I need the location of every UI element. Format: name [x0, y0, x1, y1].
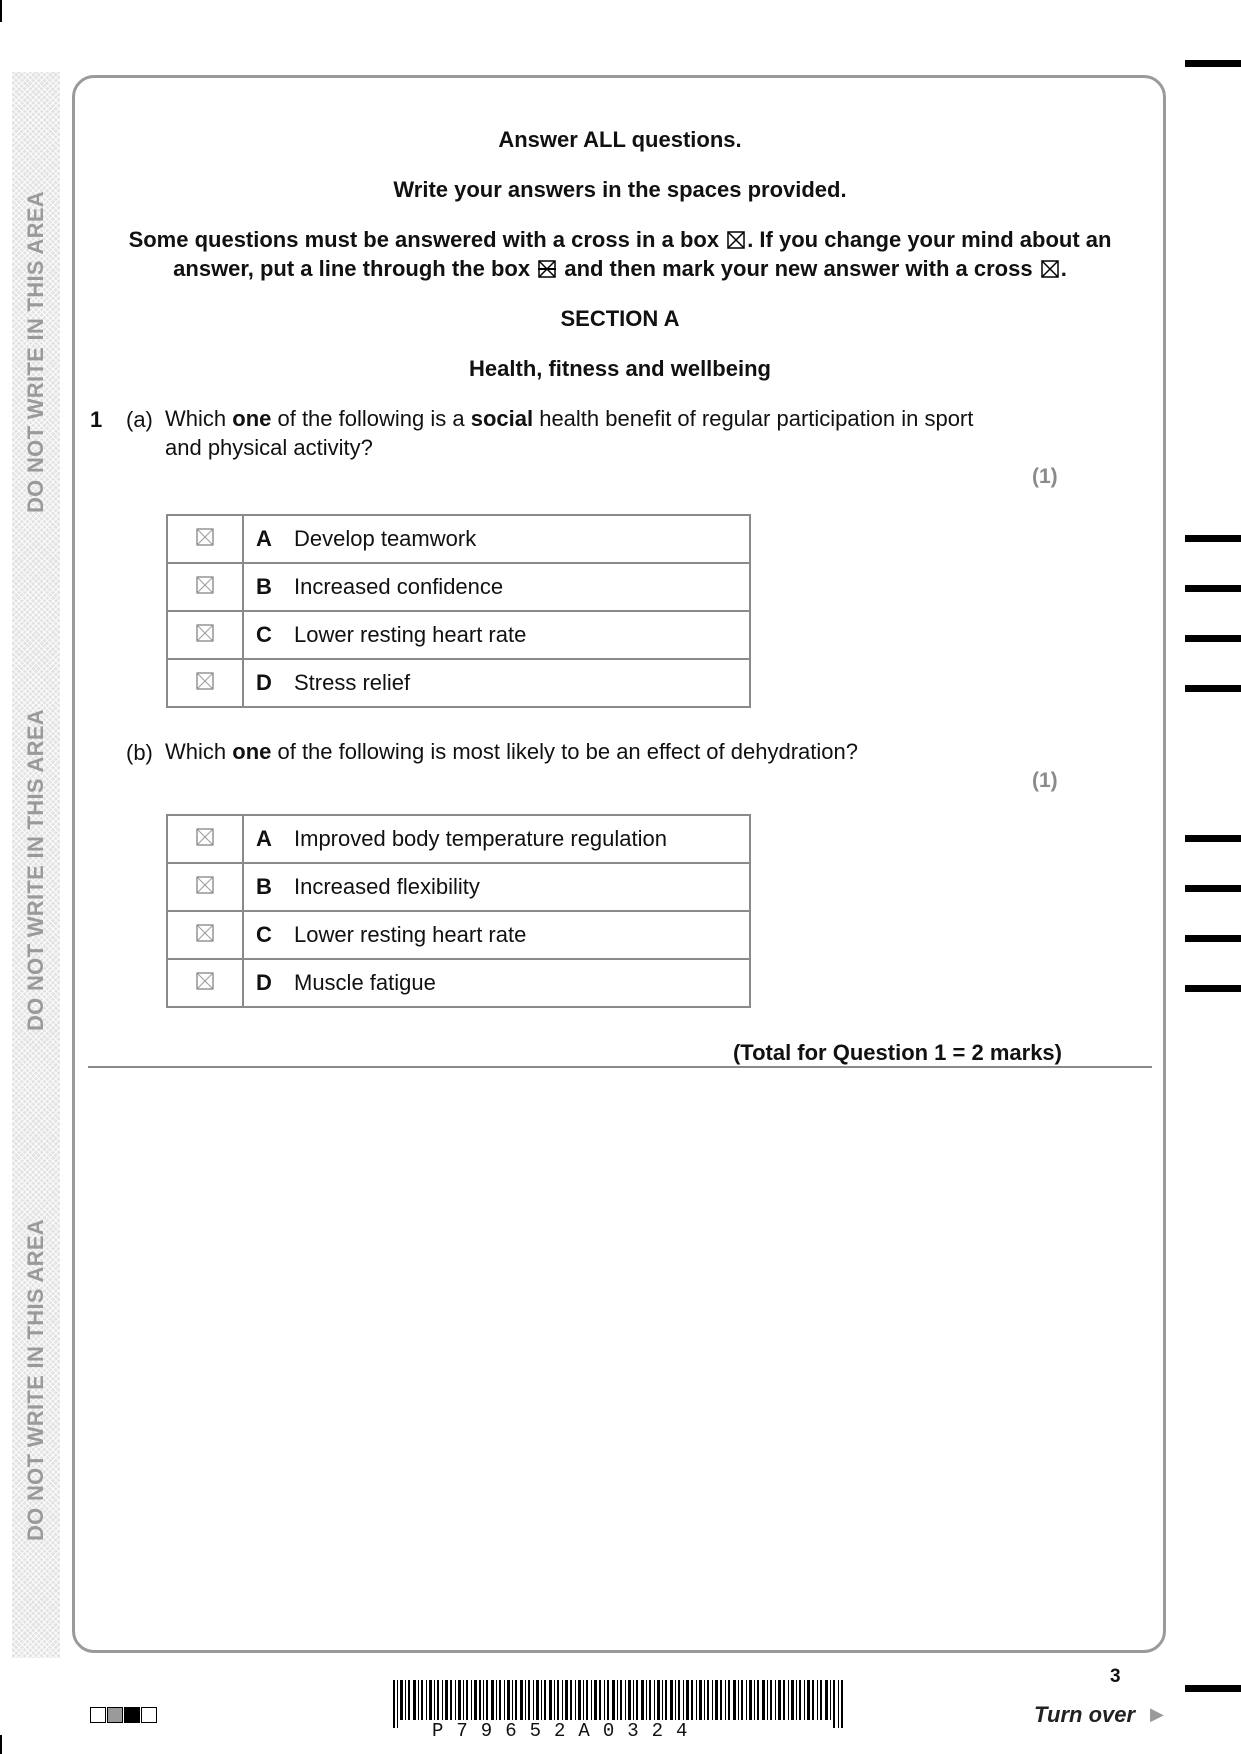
answer-option-text [243, 863, 750, 911]
registration-mark [1185, 585, 1241, 592]
question-number: 1 [90, 407, 103, 432]
answer-option [167, 959, 750, 1007]
registration-mark [1185, 535, 1241, 542]
code-square [124, 1707, 140, 1723]
margin-warning: DO NOT WRITE IN THIS AREA [23, 709, 48, 1032]
checkbox-cross-icon [196, 876, 214, 894]
crossed-box-icon [727, 231, 745, 249]
question-text-fragment: health benefit of regular participation in sport and physical activity? [165, 406, 974, 460]
option-label: Increased confidence [294, 574, 504, 599]
answer-options-table [166, 514, 751, 708]
question-emphasis: one [232, 739, 272, 764]
question-total: (Total for Question 1 = 2 marks) [732, 1040, 1062, 1065]
answer-option-text [243, 815, 750, 863]
instruction-write-answers: Write your answers in the spaces provided. [393, 177, 847, 202]
answer-option [167, 659, 750, 707]
barcode-text: P79652A0324 [432, 1720, 701, 1742]
answer-option-text [243, 959, 750, 1007]
option-letter: B [256, 574, 272, 599]
answer-checkbox[interactable] [167, 611, 243, 659]
answer-option-text [243, 911, 750, 959]
question-emphasis: one [232, 406, 272, 431]
answer-option [167, 815, 750, 863]
turn-over-label: Turn over [1034, 1702, 1136, 1727]
section-title: SECTION A [560, 306, 680, 331]
answer-option-text [243, 563, 750, 611]
option-label: Improved body temperature regulation [294, 826, 667, 851]
code-square [107, 1707, 123, 1723]
question-text-fragment: Which [165, 406, 233, 431]
registration-mark [1185, 1685, 1241, 1692]
marks-label: (1) [1032, 465, 1058, 488]
question-text [165, 737, 1015, 766]
answer-option [167, 911, 750, 959]
divider [88, 1066, 1152, 1068]
answer-checkbox[interactable] [167, 911, 243, 959]
option-letter: C [256, 622, 272, 647]
question-text-fragment: of the following is a [271, 406, 471, 431]
option-label: Lower resting heart rate [294, 922, 527, 947]
answer-checkbox[interactable] [167, 563, 243, 611]
answer-checkbox[interactable] [167, 515, 243, 563]
checkbox-cross-icon [196, 672, 214, 690]
option-label: Stress relief [294, 670, 411, 695]
instruction-answer-all: Answer ALL questions. [498, 127, 742, 152]
registration-mark [1185, 685, 1241, 692]
instruction-text: . If you change your mind about an [747, 227, 1112, 252]
registration-mark [1185, 635, 1241, 642]
crop-mark [0, 0, 2, 22]
answer-option [167, 515, 750, 563]
answer-checkbox[interactable] [167, 959, 243, 1007]
answer-checkbox[interactable] [167, 815, 243, 863]
option-letter: A [256, 826, 272, 851]
instruction-text: Some questions must be answered with a cross in a box [128, 227, 720, 252]
code-square [141, 1707, 157, 1723]
option-letter: A [256, 526, 272, 551]
marks-label: (1) [1032, 769, 1058, 792]
question-text-fragment: Which [165, 739, 233, 764]
question-part-label: (a) [126, 407, 153, 432]
checkbox-cross-icon [196, 828, 214, 846]
instruction-text: and then mark your new answer with a cross [564, 256, 1033, 281]
margin-warning: DO NOT WRITE IN THIS AREA [23, 191, 48, 514]
registration-mark [1185, 935, 1241, 942]
checkbox-cross-icon [196, 528, 214, 546]
registration-mark [1185, 835, 1241, 842]
page-number: 3 [1110, 1666, 1121, 1687]
question-text-fragment: of the following is most likely to be an effect of dehydration? [271, 739, 858, 764]
answer-option [167, 863, 750, 911]
option-label: Increased flexibility [294, 874, 480, 899]
checkbox-cross-icon [196, 924, 214, 942]
margin-warning: DO NOT WRITE IN THIS AREA [23, 1219, 48, 1542]
struck-box-icon [538, 260, 556, 278]
option-letter: B [256, 874, 272, 899]
question-part-label: (b) [126, 740, 153, 765]
option-label: Lower resting heart rate [294, 622, 527, 647]
option-letter: D [256, 970, 272, 995]
code-square [90, 1707, 106, 1723]
option-letter: D [256, 670, 272, 695]
answer-option-text [243, 659, 750, 707]
instruction-cross-box [80, 227, 1160, 253]
paper-code-squares [90, 1707, 158, 1723]
arrow-right-icon: ▶ [1150, 1704, 1164, 1724]
instruction-text: answer, put a line through the box [173, 256, 531, 281]
crop-mark [0, 1735, 2, 1754]
answer-checkbox[interactable] [167, 863, 243, 911]
option-label: Muscle fatigue [294, 970, 436, 995]
checkbox-cross-icon [196, 576, 214, 594]
checkbox-cross-icon [196, 972, 214, 990]
crossed-box-icon [1041, 260, 1059, 278]
answer-checkbox[interactable] [167, 659, 243, 707]
answer-option-text [243, 611, 750, 659]
instruction-text: . [1060, 256, 1067, 281]
option-letter: C [256, 922, 272, 947]
question-text [165, 404, 1015, 462]
registration-mark [1185, 60, 1241, 67]
section-subtitle: Health, fitness and wellbeing [469, 356, 771, 381]
question-emphasis: social [470, 406, 534, 431]
option-label: Develop teamwork [294, 526, 477, 551]
registration-mark [1185, 985, 1241, 992]
registration-mark [1185, 885, 1241, 892]
instruction-change-mind [80, 256, 1160, 282]
checkbox-cross-icon [196, 624, 214, 642]
answer-option-text [243, 515, 750, 563]
answer-options-table [166, 814, 751, 1008]
answer-option [167, 563, 750, 611]
answer-option [167, 611, 750, 659]
